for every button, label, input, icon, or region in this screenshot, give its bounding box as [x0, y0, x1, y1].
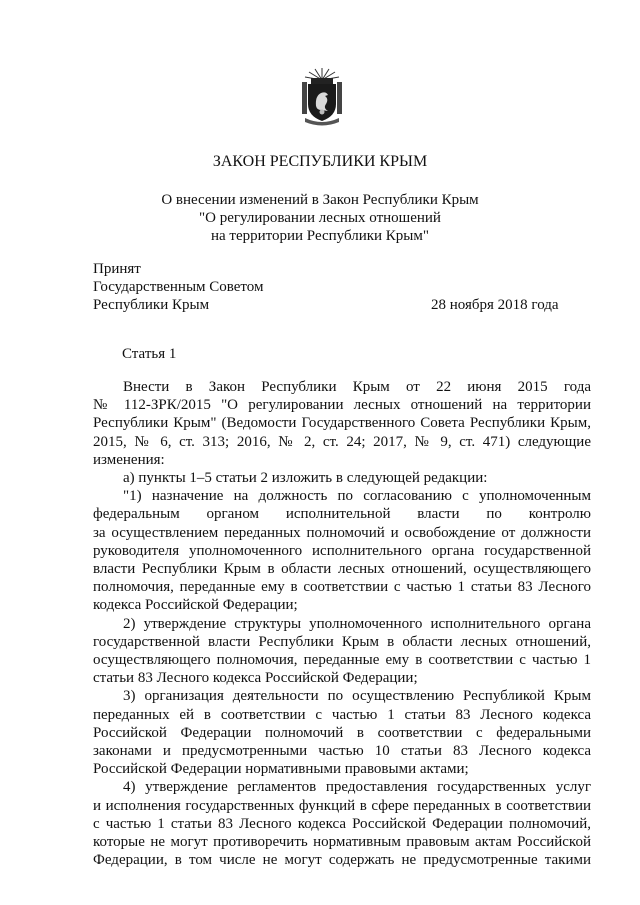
law-title: ЗАКОН РЕСПУБЛИКИ КРЫМ	[212, 153, 428, 170]
text-line: "1) назначение на должность по согласованию с уполномоченным	[123, 488, 591, 505]
text-line: руководителя уполномоченного исполнительного органа государственной	[93, 542, 591, 559]
text-line: федеральным органом исполнительной власти по контролю	[93, 506, 591, 523]
article-heading: Статья 1	[122, 346, 177, 362]
law-subtitle-line: на территории Республики Крым"	[210, 228, 430, 244]
text-line: Российской Федерации нормативными правовыми актами;	[93, 761, 469, 778]
article-body	[93, 378, 591, 869]
text-line: и исполнения государственных функций в сфере переданных в соответствии	[93, 797, 591, 814]
text-line: статьи 83 Лесного кодекса Российской Федерации;	[93, 670, 418, 687]
text-line: 2015, № 6, ст. 313; 2016, № 2, ст. 24; 2017, № 9, ст. 471) следующие	[93, 433, 591, 450]
text-line: изменения:	[93, 451, 165, 468]
text-line: Российской Федерации полномочий в соответствии с федеральными	[93, 724, 591, 741]
text-line: № 112-ЗРК/2015 "О регулировании лесных отношений на территории	[93, 397, 591, 414]
text-line: переданных ей в соответствии с частью 1 статьи 83 Лесного кодекса	[93, 706, 591, 723]
text-line: за осуществлением переданных полномочий и освобождение от должности	[93, 524, 591, 541]
text-line: кодекса Российской Федерации;	[93, 597, 298, 614]
text-line: власти Республики Крым в области лесных отношений, осуществляющего	[93, 561, 591, 578]
adopted-by: Республики Крым	[93, 297, 210, 313]
adopted-by: Государственным Советом	[93, 279, 264, 295]
text-line: государственной власти Республики Крым в области лесных отношений,	[93, 633, 591, 650]
adoption-date: 28 ноября 2018 года	[431, 297, 559, 313]
coat-of-arms-icon	[301, 66, 343, 126]
text-line: 4) утверждение регламентов предоставления государственных услуг	[123, 779, 591, 796]
adopted-label: Принят	[93, 261, 141, 277]
text-line: законами и предусмотренными частью 10 статьи 83 Лесного кодекса	[93, 743, 591, 760]
text-line: с частью 1 статьи 83 Лесного кодекса Российской Федерации полномочий,	[93, 815, 591, 832]
text-line: Внести в Закон Республики Крым от 22 июня 2015 года	[123, 379, 591, 395]
text-line: 2) утверждение структуры уполномоченного исполнительного органа	[123, 615, 591, 632]
text-line: которые не могут противоречить нормативным правовым актам Российской	[93, 834, 591, 851]
text-line: осуществляющего полномочия, переданные ему в соответствии с частью 1	[93, 652, 591, 669]
text-line: 3) организация деятельности по осуществлению Республикой Крым	[123, 688, 591, 705]
text-line: полномочия, переданные ему в соответствии с частью 1 статьи 83 Лесного	[93, 579, 591, 596]
text-line: Республики Крым" (Ведомости Государственного Совета Республики Крым,	[93, 415, 591, 432]
law-subtitle-line: "О регулировании лесных отношений	[199, 210, 441, 226]
law-subtitle-line: О внесении изменений в Закон Республики Крым	[161, 192, 479, 208]
text-line: а) пункты 1–5 статьи 2 изложить в следующей редакции:	[123, 470, 488, 487]
text-line: Федерации, в том числе не могут содержать не предусмотренные такими	[93, 852, 591, 869]
